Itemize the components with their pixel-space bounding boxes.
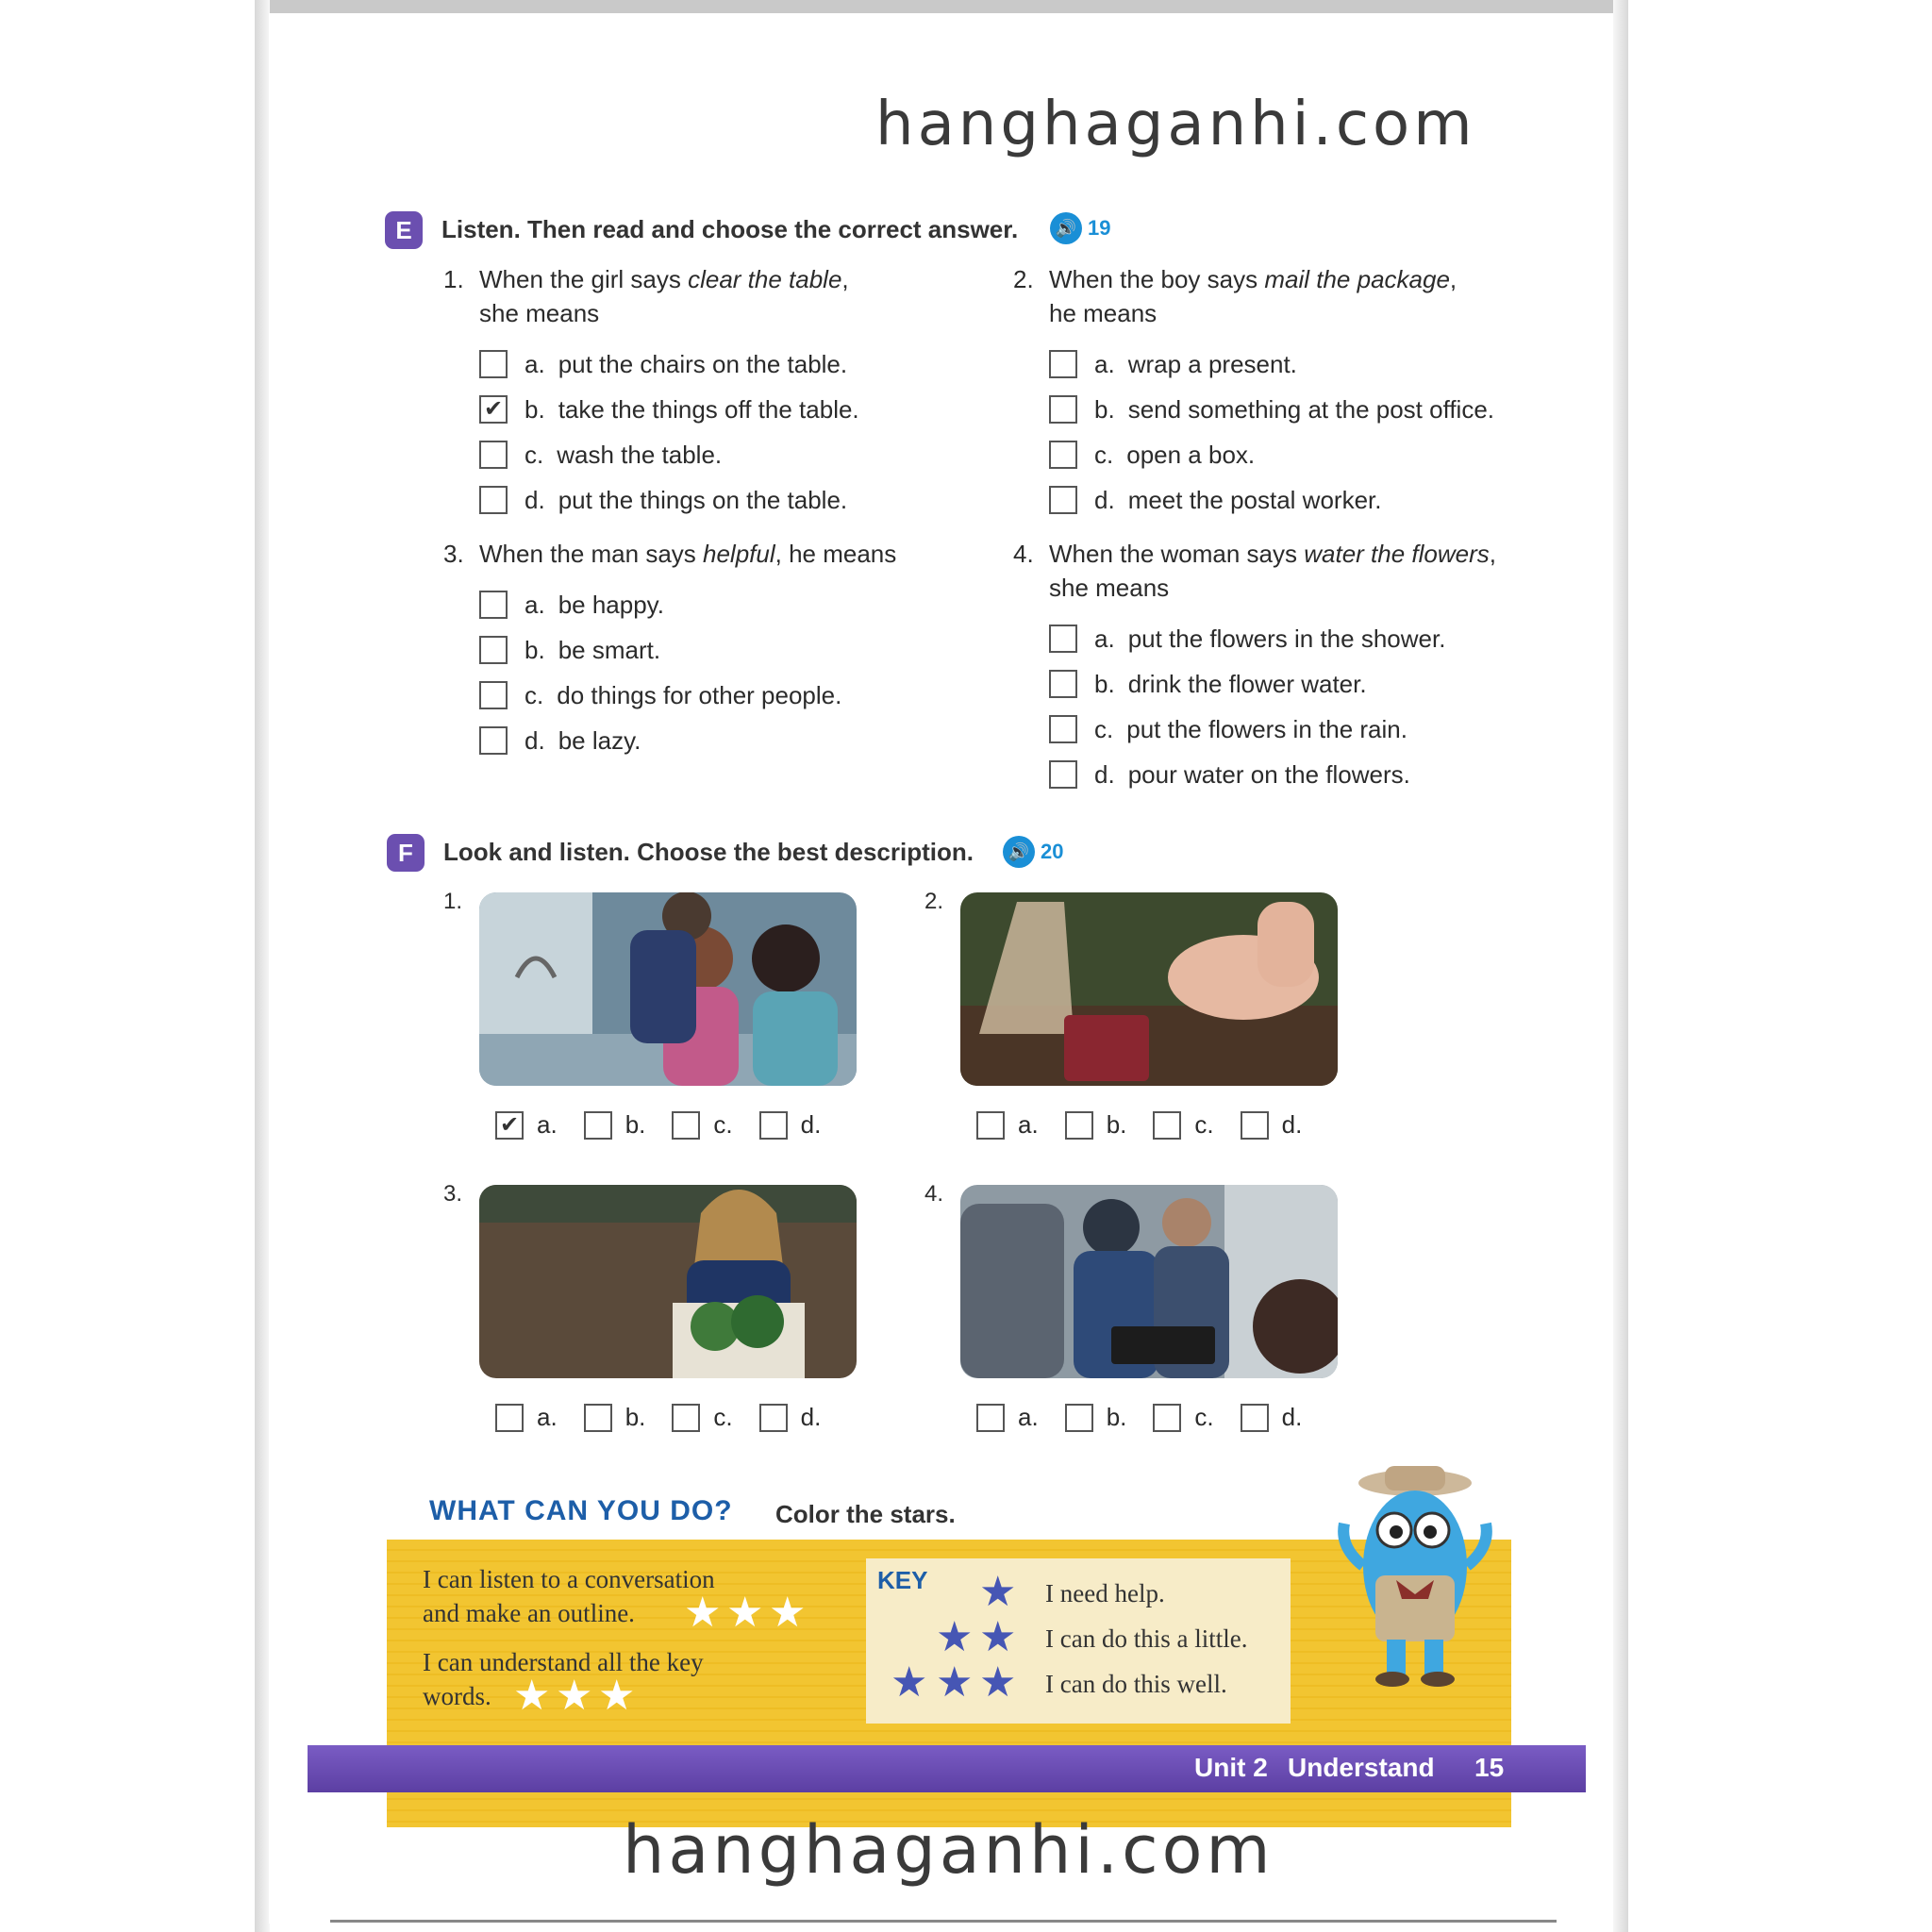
question-number: 1. xyxy=(443,265,464,293)
section-e-audio[interactable] xyxy=(1050,212,1110,244)
star-icon: ★ xyxy=(979,1569,1017,1615)
footer-unit: Unit 2 xyxy=(1194,1753,1268,1782)
star-icon[interactable]: ★ xyxy=(684,1590,722,1636)
question-number: 4. xyxy=(1013,540,1034,568)
question-number: 3. xyxy=(443,540,464,568)
question-stem: When the girl says clear the table, she means xyxy=(479,265,849,327)
option-a: a. be happy. xyxy=(479,582,972,627)
star-icon[interactable]: ★ xyxy=(726,1590,764,1636)
section-f-badge: F xyxy=(387,834,425,872)
audio-track-number: 19 xyxy=(1088,216,1111,240)
can-do-2: I can understand all the key words. xyxy=(423,1648,704,1710)
picture-number: 4. xyxy=(924,1181,944,1207)
question-stem: When the man says helpful, he means xyxy=(479,540,897,568)
key-1: I need help. xyxy=(1045,1579,1165,1607)
answer-checkbox[interactable] xyxy=(479,726,508,755)
photo-boys-tablet xyxy=(960,1185,1338,1378)
question-4 xyxy=(1013,537,1560,797)
option-b: b. drink the flower water. xyxy=(1049,661,1560,707)
can-do-1: I can listen to a conversation and make an outline. xyxy=(423,1565,715,1627)
answer-checkbox[interactable] xyxy=(479,591,508,619)
picture-4-choices: a. b. c. d. xyxy=(976,1403,1328,1432)
watermark-top: hanghaganhi.com xyxy=(875,90,1476,159)
choice-checkbox[interactable] xyxy=(759,1404,788,1432)
what-can-you-do-title: WHAT CAN YOU DO? xyxy=(429,1495,733,1526)
answer-checkbox[interactable]: ✔ xyxy=(479,395,508,424)
page-shadow-left xyxy=(255,0,270,1932)
page-number: 15 xyxy=(1474,1753,1505,1782)
photo-family-kitchen xyxy=(479,892,857,1086)
answer-checkbox[interactable] xyxy=(479,681,508,709)
photo-girl-garden xyxy=(479,1185,857,1378)
picture-1-choices: ✔ a. b. c. d. xyxy=(495,1110,847,1140)
answer-checkbox[interactable] xyxy=(479,441,508,469)
question-3 xyxy=(443,537,972,763)
choice-checkbox[interactable] xyxy=(672,1404,700,1432)
what-can-you-do-subtitle: Color the stars. xyxy=(775,1500,956,1528)
photo-planting-seeds xyxy=(960,892,1338,1086)
footer-section: Understand xyxy=(1288,1753,1435,1782)
option-a: a. put the chairs on the table. xyxy=(479,341,972,387)
option-d: d. put the things on the table. xyxy=(479,477,972,523)
picture-2-choices: a. b. c. d. xyxy=(976,1110,1328,1140)
star-icon[interactable]: ★ xyxy=(556,1673,593,1719)
star-icon: ★ xyxy=(979,1659,1017,1706)
key-2: I can do this a little. xyxy=(1045,1624,1248,1653)
answer-checkbox[interactable] xyxy=(1049,486,1077,514)
option-d: d. pour water on the flowers. xyxy=(1049,752,1560,797)
speaker-icon[interactable]: 🔊 xyxy=(1003,836,1035,868)
section-f-instruction: Look and listen. Choose the best description. xyxy=(443,838,974,866)
answer-checkbox[interactable] xyxy=(1049,715,1077,743)
option-d: d. meet the postal worker. xyxy=(1049,477,1560,523)
answer-checkbox[interactable] xyxy=(1049,760,1077,789)
choice-checkbox[interactable] xyxy=(672,1111,700,1140)
answer-checkbox[interactable] xyxy=(1049,441,1077,469)
option-c: c. do things for other people. xyxy=(479,673,972,718)
choice-checkbox[interactable] xyxy=(976,1111,1005,1140)
watermark-bottom: hanghaganhi.com xyxy=(623,1811,1274,1889)
picture-number: 3. xyxy=(443,1181,463,1207)
section-e-instruction: Listen. Then read and choose the correct answer. xyxy=(441,215,1019,243)
page-bottom-edge xyxy=(330,1920,1557,1923)
option-c: c. open a box. xyxy=(1049,432,1560,477)
answer-checkbox[interactable] xyxy=(1049,625,1077,653)
choice-checkbox[interactable] xyxy=(584,1111,612,1140)
question-1 xyxy=(443,262,972,523)
choice-checkbox[interactable] xyxy=(1241,1111,1269,1140)
choice-checkbox[interactable] xyxy=(1153,1404,1181,1432)
choice-checkbox[interactable] xyxy=(584,1404,612,1432)
option-d: d. be lazy. xyxy=(479,718,972,763)
question-stem: When the woman says water the flowers, she means xyxy=(1049,540,1496,602)
option-b: ✔ b. take the things off the table. xyxy=(479,387,972,432)
option-b: b. send something at the post office. xyxy=(1049,387,1560,432)
star-icon: ★ xyxy=(936,1659,974,1706)
question-2 xyxy=(1013,262,1560,523)
picture-3-choices: a. b. c. d. xyxy=(495,1403,847,1432)
answer-checkbox[interactable] xyxy=(1049,350,1077,378)
question-stem: When the boy says mail the package, he means xyxy=(1049,265,1457,327)
picture-number: 2. xyxy=(924,889,944,914)
option-a: a. wrap a present. xyxy=(1049,341,1560,387)
choice-checkbox[interactable] xyxy=(1065,1404,1093,1432)
page-top-edge xyxy=(269,0,1613,13)
option-b: b. be smart. xyxy=(479,627,972,673)
star-icon[interactable]: ★ xyxy=(598,1673,636,1719)
option-a: a. put the flowers in the shower. xyxy=(1049,616,1560,661)
question-number: 2. xyxy=(1013,265,1034,293)
star-icon: ★ xyxy=(936,1614,974,1660)
choice-checkbox[interactable]: ✔ xyxy=(495,1111,524,1140)
choice-checkbox[interactable] xyxy=(495,1404,524,1432)
page-shadow-right xyxy=(1613,0,1628,1932)
star-icon[interactable]: ★ xyxy=(769,1590,807,1636)
choice-checkbox[interactable] xyxy=(1241,1404,1269,1432)
star-icon[interactable]: ★ xyxy=(513,1673,551,1719)
answer-checkbox[interactable] xyxy=(479,486,508,514)
option-c: c. wash the table. xyxy=(479,432,972,477)
answer-checkbox[interactable] xyxy=(1049,670,1077,698)
answer-checkbox[interactable] xyxy=(479,636,508,664)
speaker-icon[interactable]: 🔊 xyxy=(1050,212,1082,244)
audio-track-number: 20 xyxy=(1041,840,1064,863)
mascot-image xyxy=(1330,1462,1500,1698)
key-title: KEY xyxy=(877,1566,928,1594)
answer-checkbox[interactable] xyxy=(479,350,508,378)
star-icon: ★ xyxy=(891,1659,928,1706)
section-f-audio[interactable] xyxy=(1003,836,1063,868)
choice-checkbox[interactable] xyxy=(759,1111,788,1140)
picture-number: 1. xyxy=(443,889,463,914)
star-icon: ★ xyxy=(979,1614,1017,1660)
choice-checkbox[interactable] xyxy=(1153,1111,1181,1140)
choice-checkbox[interactable] xyxy=(1065,1111,1093,1140)
section-e-badge: E xyxy=(385,211,423,249)
key-3: I can do this well. xyxy=(1045,1670,1227,1698)
option-c: c. put the flowers in the rain. xyxy=(1049,707,1560,752)
choice-checkbox[interactable] xyxy=(976,1404,1005,1432)
answer-checkbox[interactable] xyxy=(1049,395,1077,424)
